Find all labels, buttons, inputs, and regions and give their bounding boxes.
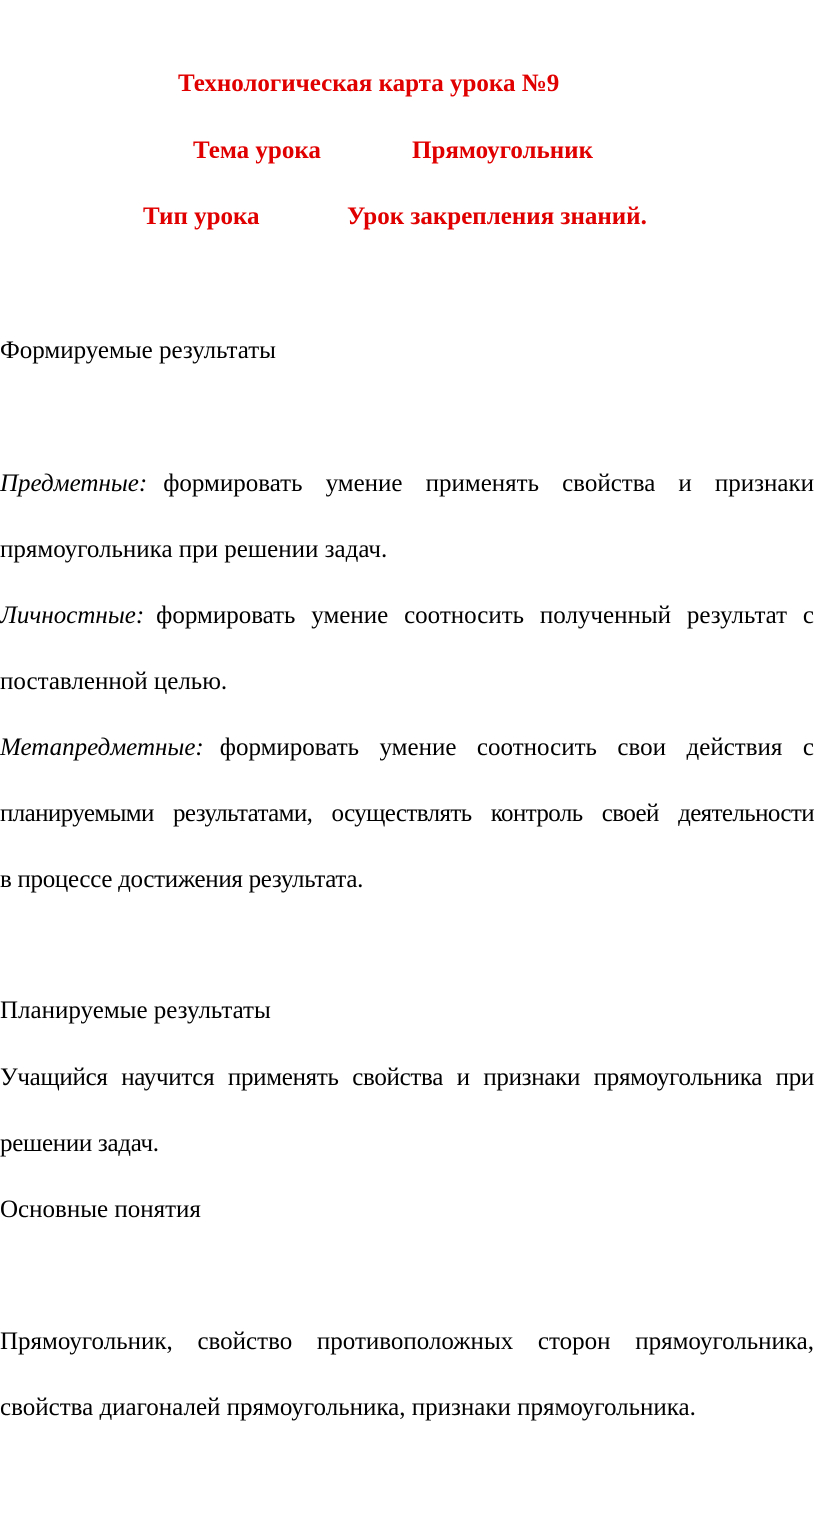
concepts-heading: Основные понятия [0,1196,201,1223]
meta-results-line2: планируемыми результатами, осуществлять контроль своей деятельности [0,800,814,827]
planned-results-line2: решении задач. [0,1130,159,1157]
planned-results-heading: Планируемые результаты [0,997,271,1024]
subject-results-label: Предметные: [0,470,148,497]
planned-results-line1: Учащийся научится применять свойства и признаки прямоугольника при [0,1064,814,1091]
lesson-type-label: Тип урока [143,203,260,230]
meta-results-line3: в процессе достижения результата. [0,866,364,893]
subject-results-line2: прямоугольника при решении задач. [0,536,388,563]
topic-value: Прямоугольник [412,137,593,164]
subject-results-line1 [0,470,814,498]
personal-results-label: Личностные: [0,602,145,629]
personal-results-line1 [0,602,814,630]
meta-results-line1 [0,734,814,762]
topic-label: Тема урока [193,137,321,164]
personal-results-text: формировать умение соотносить полученный результат с [156,602,814,629]
meta-results-label: Метапредметные: [0,734,204,761]
concepts-line2: свойства диагоналей прямоугольника, признаки прямоугольника. [0,1394,696,1421]
lesson-type-value: Урок закрепления знаний. [347,203,647,230]
concepts-line1: Прямоугольник, свойство противоположных сторон прямоугольника, [0,1328,814,1355]
subject-results-text: формировать умение применять свойства и признаки [163,470,814,497]
lesson-title: Технологическая карта урока №9 [178,70,560,97]
formed-results-heading: Формируемые результаты [0,337,276,364]
meta-results-text: формировать умение соотносить свои действия с [219,734,814,761]
personal-results-line2: поставленной целью. [0,668,228,695]
